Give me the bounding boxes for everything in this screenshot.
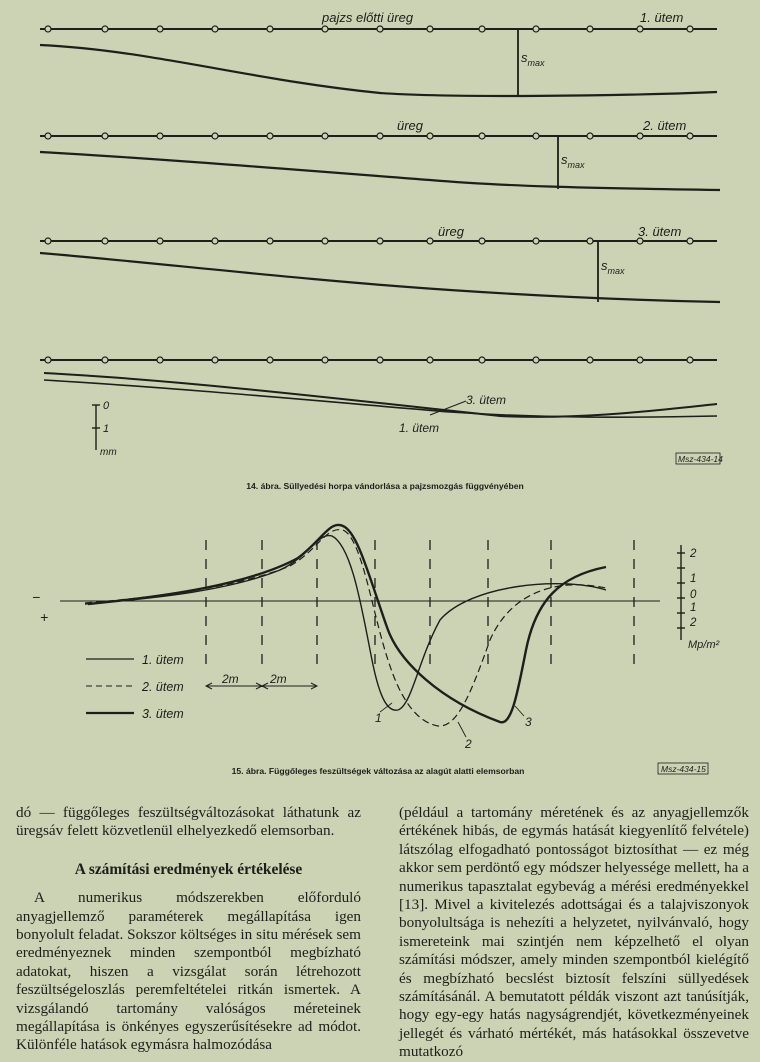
fig14-labels <box>100 10 723 491</box>
fig14-label-step3: 3. ütem <box>638 224 682 239</box>
fig15-legend-lines <box>86 659 134 713</box>
fig15-gridlines <box>206 540 634 670</box>
fig14-label-cavity-3: üreg <box>438 224 465 239</box>
fig15-legend-step3: 3. ütem <box>142 707 184 721</box>
fig14-scale-unit: mm <box>100 447 117 458</box>
fig14-row-4 <box>40 357 717 417</box>
fig15-curve-label-2: 2 <box>465 737 472 751</box>
fig14-label-cavity-2: üreg <box>397 118 424 133</box>
fig14-subsidence-curve-2 <box>40 152 720 190</box>
fig15-axis-unit: Mp/m² <box>688 639 720 651</box>
fig14-label-step2: 2. ütem <box>643 118 687 133</box>
section-heading: A számítási eredmények értékelése <box>74 860 303 878</box>
fig15-tick-0: 0 <box>690 589 697 601</box>
left-body-paragraph: A numerikus módszerekben előforduló anyagjellemző paraméterek megállapítása igen bonyolult feladat. Sokszor költséges in situ mérések sem eredményeznek minden szempontból megbízható adatokat, hiszen a vizsgálat során létrehozott feszültségeloszlás peremfeltételei ritkán ismertek. A vizsgálandó tartomány valóságos méreteinek megállapítása is önkényes egyszerűsítésekre ad módot. Különféle hatások egymásra halmozódása <box>16 889 361 1054</box>
fig15-minus: − <box>32 589 41 605</box>
fig14-smax-1: $s_{max}$ <box>521 50 545 68</box>
fig14-curve-step3 <box>44 380 717 417</box>
fig15-labels <box>32 548 720 776</box>
fig14-label-bottom-step1: 1. ütem <box>399 421 440 435</box>
fig14-label-bottom-step3: 3. ütem <box>466 393 507 407</box>
fig14-row-1 <box>40 26 717 96</box>
fig15-dim-right: 2m <box>270 672 287 686</box>
fig15-legend-step2: 2. ütem <box>142 680 184 694</box>
fig14-subsidence-curve-3 <box>40 253 720 302</box>
fig14-smax-3: $s_{max}$ <box>601 258 625 276</box>
figure-15 <box>60 525 685 737</box>
fig14-row-2 <box>40 133 720 190</box>
fig14-curve-step1 <box>44 373 717 417</box>
fig14-ref: Msz-434-14 <box>678 454 723 464</box>
fig15-tick-1: 1 <box>690 573 697 585</box>
text-column-left <box>16 804 361 1055</box>
fig15-plus: + <box>40 609 49 625</box>
right-body-paragraph: (például a tartomány méretének és az anyagjellemzők értékének hibás, de egymás hatását kiegyenlítő felvétele) látszólag elfogadható pontosságot biztosíthat — ez még akkor sem perdöntő egy módszer helyessége mellett, ha a numerikus tapasztalat egybevág a mérési eredményekkel [13]. Mivel a kivitelezés adottságai és a talajviszonyok bonyolultsága is nehezíti a helyzetet, nyilvánvaló, hogy ismereteink mai szintjén nem képzelhető el olyan számítási módszer, amely minden szempontból kielégítő és megbízható becslést biztosít felszíni süllyedések számításánál. A bemutatott példák viszont azt tanúsítják, hogy egy-egy hatás nagyságrendjét, következményeinek jellegét és várható mértékét, más hatásokkal összevetve mutatkozó <box>399 804 749 1061</box>
fig14-caption: 14. ábra. Süllyedési horpa vándorlása a pajzsmozgás függvényében <box>246 481 524 491</box>
fig14-label-step1: 1. ütem <box>640 10 684 25</box>
fig15-tick-neg2: 2 <box>690 617 697 629</box>
fig15-curve-label-3: 3 <box>525 715 532 729</box>
fig14-label-cavity-ahead: pajzs előtti üreg <box>322 10 414 25</box>
text-column-right <box>399 804 749 1062</box>
figure-14 <box>40 26 720 450</box>
fig14-smax-2: $s_{max}$ <box>561 152 585 170</box>
fig15-ref: Msz-434-15 <box>661 764 706 774</box>
fig15-curve-label-1: 1 <box>375 711 382 725</box>
fig15-tick-2: 2 <box>690 548 697 560</box>
fig14-subsidence-curve-1 <box>40 45 717 96</box>
fig14-scale-0: 0 <box>103 400 110 412</box>
fig14-scale-bar <box>92 405 100 450</box>
fig14-scale-1: 1 <box>103 423 110 435</box>
fig15-tick-neg1: 1 <box>690 602 697 614</box>
fig15-curve-step2 <box>85 530 606 727</box>
fig15-legend-step1: 1. ütem <box>142 653 184 667</box>
fig15-caption: 15. ábra. Függőleges feszültségek változása az alagút alatti elemsorban <box>231 766 525 776</box>
fig15-dim-left: 2m <box>222 672 239 686</box>
left-intro-paragraph: dó — függőleges feszültségváltozásokat láthatunk az üregsáv felett közvetlenül elhelyezkedő elemsorban. <box>16 804 361 840</box>
fig15-axis <box>677 545 685 640</box>
